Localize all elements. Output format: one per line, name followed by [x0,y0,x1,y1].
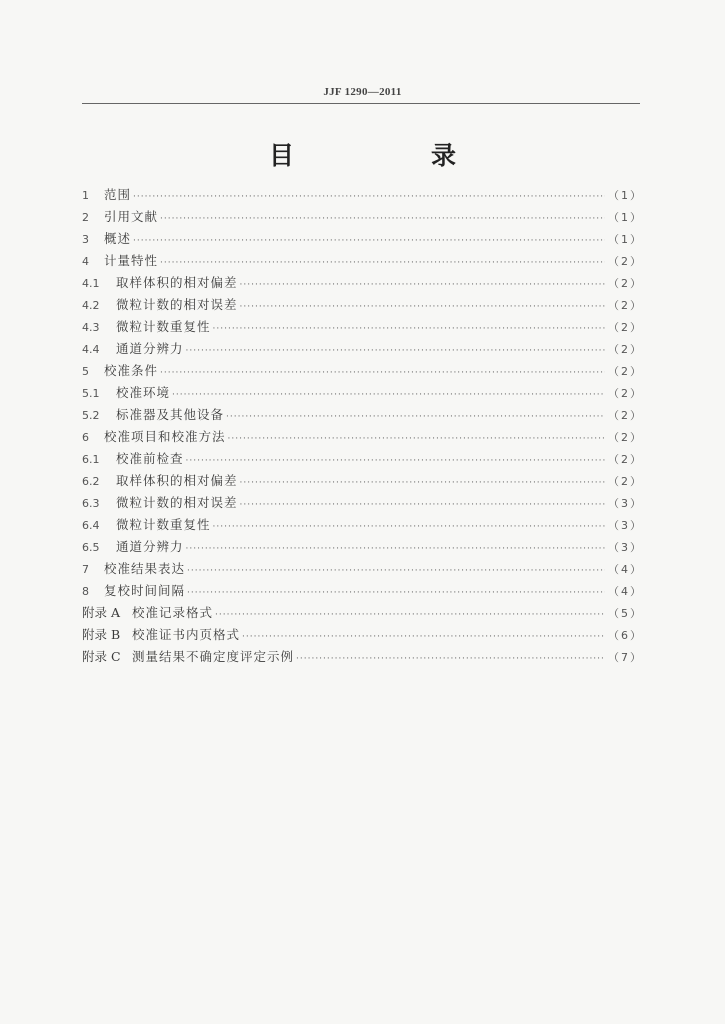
dot-leader [186,538,605,560]
toc-entry-number: 5.1 [82,387,100,400]
dot-leader [187,560,605,582]
toc-entry[interactable] [82,338,642,360]
toc-entry[interactable] [82,646,642,668]
toc-entry[interactable] [82,404,642,426]
dot-leader [213,516,605,538]
toc-entry-page: （3） [608,541,643,554]
toc-entry-page: （2） [608,365,643,378]
toc-entry-number: 6 [82,431,89,444]
toc-entry-page: （2） [608,453,643,466]
toc-entry[interactable] [82,536,642,558]
toc-entry-label: 取样体积的相对偏差 [116,275,238,290]
toc-entry-number: 附录 C [82,649,121,664]
toc-entry-label: 校准前检查 [116,451,184,466]
dot-leader [240,274,605,296]
toc-entry[interactable] [82,382,642,404]
toc-entry-page: （1） [608,211,643,224]
dot-leader [186,450,605,472]
dot-leader [296,648,605,670]
toc-entry-label: 校准结果表达 [104,561,186,576]
toc-entry-number: 4.4 [82,343,100,356]
dot-leader [213,318,605,340]
toc-entry-page: （7） [608,651,643,664]
toc-entry-label: 复校时间间隔 [104,583,186,598]
toc-entry[interactable] [82,448,642,470]
toc-entry-page: （1） [608,233,643,246]
toc-entry[interactable] [82,624,642,646]
toc-entry-label: 微粒计数重复性 [116,517,211,532]
toc-entry-page: （2） [608,475,643,488]
toc-entry-page: （2） [608,321,643,334]
toc-entry-number: 3 [82,233,89,246]
toc-entry-number: 4.2 [82,299,100,312]
toc-entry[interactable] [82,580,642,602]
toc-entry[interactable] [82,558,642,580]
toc-entry-label: 校准条件 [104,363,159,378]
toc-entry[interactable] [82,250,642,272]
toc-entry-label: 通道分辨力 [116,341,184,356]
dot-leader [133,186,605,208]
toc-entry-page: （2） [608,299,643,312]
dot-leader [186,340,605,362]
toc-entry[interactable] [82,492,642,514]
dot-leader [226,406,605,428]
toc-entry-page: （4） [608,563,643,576]
table-of-contents [82,184,642,668]
dot-leader [228,428,605,450]
toc-entry-number: 附录 B [82,627,121,642]
toc-entry-number: 6.3 [82,497,100,510]
toc-entry-number: 6.1 [82,453,100,466]
dot-leader [240,494,605,516]
toc-entry-label: 范围 [104,187,132,202]
toc-entry-number: 7 [82,563,89,576]
toc-entry-label: 概述 [104,231,132,246]
toc-entry-page: （5） [608,607,643,620]
toc-entry[interactable] [82,184,642,206]
toc-entry-page: （6） [608,629,643,642]
toc-entry[interactable] [82,316,642,338]
toc-entry[interactable] [82,514,642,536]
toc-entry-page: （2） [608,255,643,268]
toc-entry-label: 微粒计数的相对误差 [116,297,238,312]
toc-entry-page: （2） [608,277,643,290]
toc-entry-number: 6.5 [82,541,100,554]
toc-entry-label: 取样体积的相对偏差 [116,473,238,488]
toc-entry-label: 引用文献 [104,209,159,224]
toc-entry[interactable] [82,228,642,250]
toc-entry-number: 4 [82,255,89,268]
toc-entry-label: 标准器及其他设备 [116,407,225,422]
toc-entry-label: 通道分辨力 [116,539,184,554]
toc-entry-number: 5.2 [82,409,100,422]
dot-leader [172,384,605,406]
toc-entry-number: 6.2 [82,475,100,488]
toc-entry-page: （2） [608,409,643,422]
toc-entry[interactable] [82,426,642,448]
header-rule [82,103,640,104]
toc-entry-page: （2） [608,387,643,400]
toc-entry-number: 2 [82,211,89,224]
toc-entry-label: 微粒计数重复性 [116,319,211,334]
toc-entry-page: （3） [608,519,643,532]
toc-entry-label: 校准记录格式 [132,605,214,620]
toc-entry-page: （2） [608,431,643,444]
toc-entry[interactable] [82,360,642,382]
toc-entry-page: （3） [608,497,643,510]
toc-entry-number: 8 [82,585,89,598]
page-title: 目 录 [268,141,512,170]
toc-entry-label: 计量特性 [104,253,159,268]
toc-entry-label: 校准项目和校准方法 [104,429,226,444]
toc-entry-number: 6.4 [82,519,100,532]
toc-entry-label: 校准证书内页格式 [132,627,241,642]
toc-entry[interactable] [82,206,642,228]
toc-entry-page: （4） [608,585,643,598]
toc-entry[interactable] [82,602,642,624]
toc-entry-number: 附录 A [82,605,121,620]
toc-entry-label: 校准环境 [116,385,171,400]
dot-leader [242,626,605,648]
toc-entry-number: 4.1 [82,277,100,290]
standard-code-header: JJF 1290—2011 [323,86,402,98]
dot-leader [160,252,605,274]
dot-leader [160,362,605,384]
toc-entry[interactable] [82,294,642,316]
toc-entry-label: 微粒计数的相对误差 [116,495,238,510]
toc-entry-page: （1） [608,189,643,202]
toc-entry-number: 5 [82,365,89,378]
dot-leader [215,604,605,626]
toc-entry-label: 测量结果不确定度评定示例 [132,649,295,664]
dot-leader [240,472,605,494]
dot-leader [160,208,605,230]
dot-leader [187,582,605,604]
toc-entry-number: 1 [82,189,89,202]
toc-entry-page: （2） [608,343,643,356]
toc-entry-number: 4.3 [82,321,100,334]
toc-entry[interactable] [82,272,642,294]
dot-leader [133,230,605,252]
toc-entry[interactable] [82,470,642,492]
dot-leader [240,296,605,318]
